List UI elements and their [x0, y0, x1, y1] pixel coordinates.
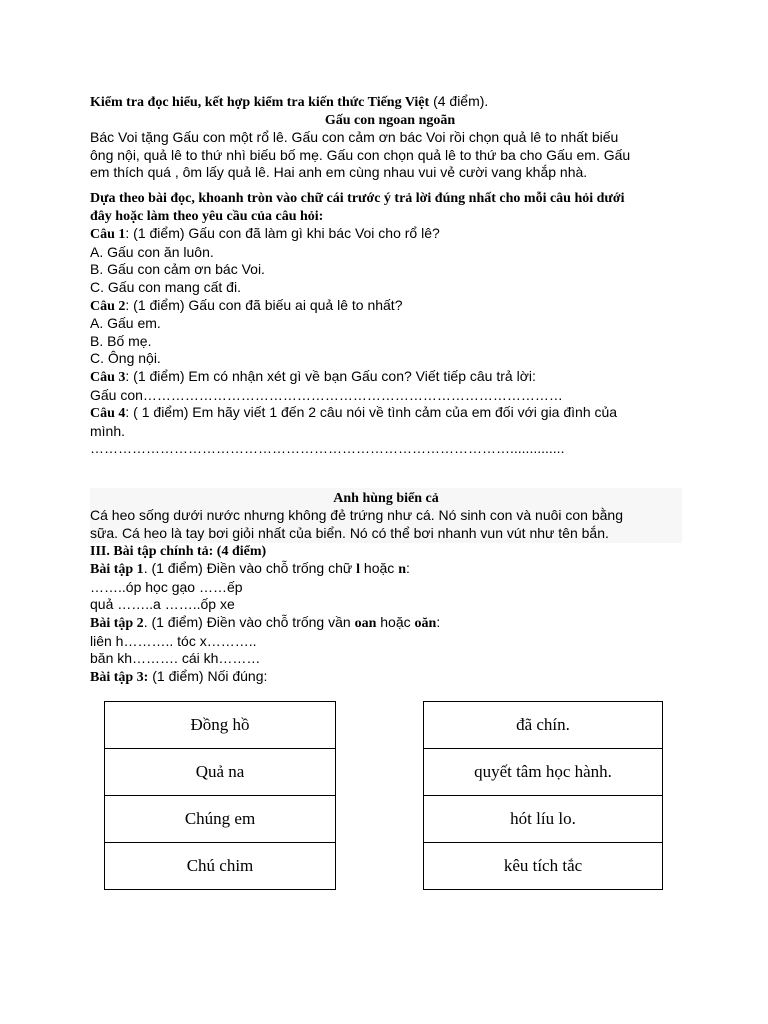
exercise-text: . (1 điểm) Điền vào chỗ trống vần	[143, 614, 355, 631]
exercise-text: :	[405, 560, 410, 577]
exercise-label: Bài tập 3:	[90, 669, 149, 685]
q1-option-a: A. Gấu con ăn luôn.	[90, 243, 214, 260]
part3-heading: III. Bài tập chính tả: (4 điểm)	[90, 543, 267, 559]
story2-block	[90, 488, 682, 543]
exercise-3	[90, 668, 690, 687]
q4-answer-line[interactable]: ………………………………………………………………………………..............	[90, 440, 565, 457]
match-left-cell[interactable]: Quả na	[105, 749, 336, 796]
match-left-cell[interactable]: Đồng hồ	[105, 702, 336, 749]
question-2	[90, 297, 690, 316]
q1-option-b: B. Gấu con cảm ơn bác Voi.	[90, 261, 265, 278]
q2-option-c: C. Ông nội.	[90, 350, 161, 367]
match-right-cell[interactable]: đã chín.	[424, 702, 663, 749]
question-4	[90, 404, 690, 423]
ex1-fill-line[interactable]: quả ……..a ……..ốp xe	[90, 596, 235, 613]
story1-line: em thích quá , ôm lấy quả lê. Hai anh em cùng nhau vui vẻ cười vang khắp nhà.	[90, 164, 588, 181]
letter-l: l	[356, 562, 361, 578]
exercise-text: . (1 điểm) Điền vào chỗ trống chữ	[143, 560, 357, 577]
exercise-2	[90, 614, 690, 633]
question-text: : ( 1 điểm) Em hãy viết 1 đến 2 câu nói về tình cảm của em đối với gia đình của	[125, 404, 618, 421]
question-text: : (1 điểm) Em có nhận xét gì về bạn Gấu con? Viết tiếp câu trả lời:	[125, 367, 536, 384]
q3-answer-line[interactable]: Gấu con………………………………………………………………………………	[90, 386, 563, 403]
match-left-cell[interactable]: Chú chim	[105, 843, 336, 890]
part2-heading-bold: Kiểm tra đọc hiểu, kết hợp kiểm tra kiến thức Tiếng Việt	[90, 95, 430, 110]
story1-line: ông nội, quả lê to thứ nhì biếu bố mẹ. Gấu con chọn quả lê to thứ ba cho Gấu em. Gấu	[90, 146, 631, 163]
instruction-line: đây hoặc làm theo yêu cầu của câu hỏi:	[90, 208, 324, 224]
question-label: Câu 3	[90, 369, 126, 385]
match-left-cell[interactable]: Chúng em	[105, 796, 336, 843]
story2-line: sữa. Cá heo là tay bơi giỏi nhất của biển. Nó có thể bơi nhanh vun vút như tên bắn.	[90, 525, 609, 542]
match-table-right	[423, 701, 663, 890]
exercise-text: :	[436, 614, 441, 631]
exercise-text: hoặc	[376, 614, 415, 631]
story1-title: Gấu con ngoan ngoãn	[324, 112, 456, 128]
story2-line: Cá heo sống dưới nước nhưng không đẻ trứng như cá. Nó sinh con và nuôi con bằng	[90, 507, 623, 524]
q2-option-a: A. Gấu em.	[90, 315, 161, 332]
match-right-cell[interactable]: kêu tích tắc	[424, 843, 663, 890]
question-3	[90, 368, 690, 387]
exercise-label: Bài tập 1	[90, 562, 144, 578]
question-text: : (1 điểm) Gấu con đã làm gì khi bác Voi cho rổ lê?	[125, 225, 440, 242]
ex1-fill-line[interactable]: ……..óp học gạo ……ếp	[90, 578, 243, 595]
q1-option-c: C. Gấu con mang cất đi.	[90, 278, 241, 295]
question-1	[90, 225, 690, 244]
match-table-left	[104, 701, 336, 890]
rhyme-oan: oan	[354, 616, 377, 632]
q2-option-b: B. Bố mẹ.	[90, 332, 152, 349]
part2-heading-rest: (4 điểm).	[429, 93, 489, 109]
question-text: : (1 điểm) Gấu con đã biếu ai quả lê to nhất?	[125, 296, 403, 313]
question-label: Câu 4	[90, 406, 126, 422]
question-label: Câu 1	[90, 227, 126, 243]
story1-line: Bác Voi tặng Gấu con một rổ lê. Gấu con cảm ơn bác Voi rồi chọn quả lê to nhất biếu	[90, 129, 619, 146]
ex2-fill-line[interactable]: băn kh………. cái kh………	[90, 650, 261, 667]
worksheet	[90, 93, 690, 686]
ex2-fill-line[interactable]: liên h……….. tóc x………..	[90, 632, 257, 649]
exercise-1	[90, 560, 690, 579]
instruction-line: Dựa theo bài đọc, khoanh tròn vào chữ cái trước ý trả lời đúng nhất cho mỗi câu hỏi dưới	[90, 190, 625, 206]
letter-n: n	[398, 562, 406, 578]
part2-heading	[90, 93, 690, 112]
exercise-text: (1 điểm) Nối đúng:	[148, 667, 268, 684]
question-label: Câu 2	[90, 298, 126, 314]
exercise-text: hoặc	[360, 560, 399, 577]
rhyme-oan-breve: oăn	[414, 616, 437, 632]
story2-title: Anh hùng biển cả	[333, 490, 439, 506]
match-right-cell[interactable]: hót líu lo.	[424, 796, 663, 843]
question-4-continued: mình.	[90, 422, 126, 439]
match-right-cell[interactable]: quyết tâm học hành.	[424, 749, 663, 796]
exercise-label: Bài tập 2	[90, 616, 144, 632]
